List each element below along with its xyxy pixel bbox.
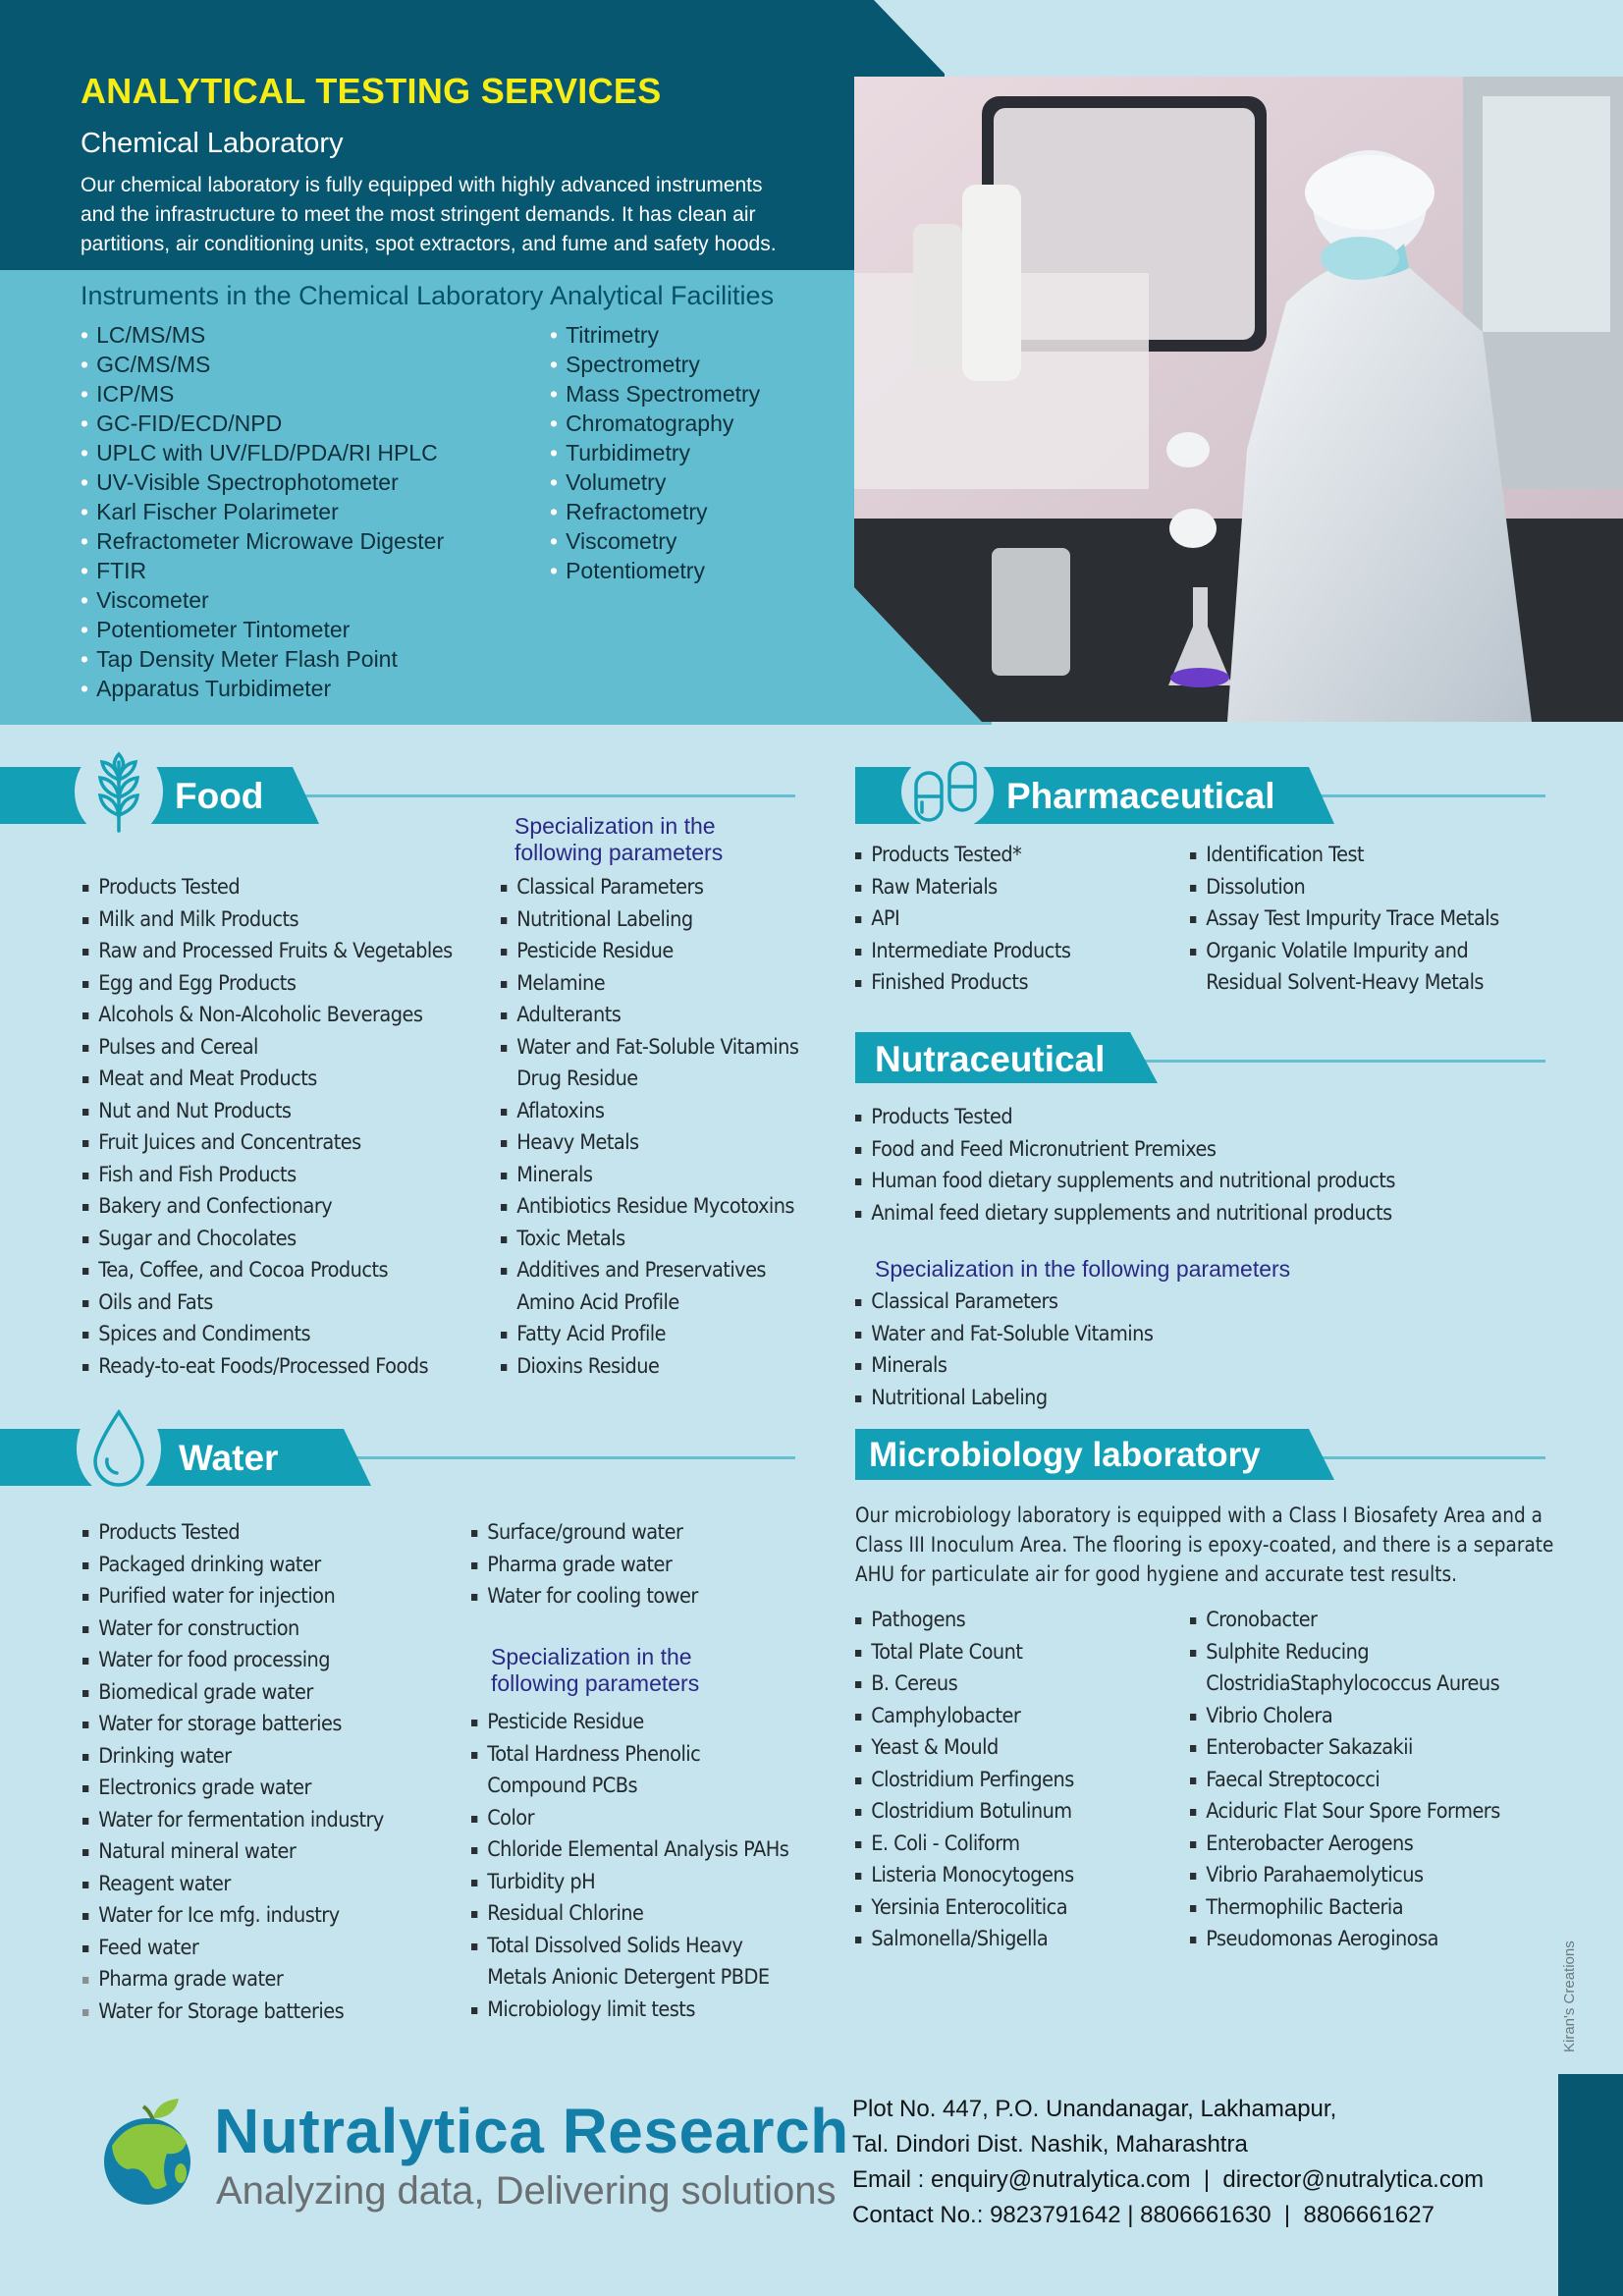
- water-parameters-list: [471, 1707, 788, 2026]
- list-item: Pharma grade water: [471, 1550, 698, 1582]
- address-line-2: Tal. Dindori Dist. Nashik, Maharashtra: [852, 2131, 1248, 2158]
- list-item: • LC/MS/MS: [81, 320, 444, 350]
- list-item: • Turbidimetry: [550, 438, 760, 467]
- food-products-list: [82, 872, 453, 1383]
- list-item: Assay Test Impurity Trace Metals: [1190, 903, 1499, 936]
- list-item: Water for cooling tower: [471, 1581, 698, 1613]
- list-item: Organic Volatile Impurity and: [1190, 936, 1499, 968]
- list-item: Feed water: [82, 1933, 384, 1965]
- micro-col2-list: [1190, 1605, 1500, 1956]
- list-item: Products Tested: [82, 1517, 384, 1550]
- page-title: ANALYTICAL TESTING SERVICES: [81, 71, 662, 111]
- list-item: • ICP/MS: [81, 379, 444, 409]
- list-item: Identification Test: [1190, 840, 1499, 872]
- list-item: • Viscometry: [550, 526, 760, 556]
- list-item: Pulses and Cereal: [82, 1032, 453, 1065]
- list-item: • Chromatography: [550, 409, 760, 438]
- list-item: • Viscometer: [81, 585, 444, 615]
- contact-line: Contact No.: 9823791642 | 8806661630 | 8806661627: [852, 2202, 1434, 2228]
- designer-credit: Kiran's Creations: [1561, 1941, 1578, 2052]
- list-item: Yeast & Mould: [855, 1732, 1074, 1765]
- wheat-icon: [75, 744, 163, 839]
- list-item: Drinking water: [82, 1741, 384, 1774]
- list-item: B. Cereus: [855, 1668, 1074, 1701]
- nutra-products-list: [855, 1102, 1395, 1230]
- list-item: • Tap Density Meter Flash Point: [81, 644, 444, 674]
- list-item: Pesticide Residue: [471, 1707, 788, 1739]
- list-item: Drug Residue: [516, 1066, 638, 1091]
- list-item: Compound PCBs: [487, 1774, 638, 1798]
- list-item: Raw and Processed Fruits & Vegetables: [82, 936, 453, 968]
- list-item: • UPLC with UV/FLD/PDA/RI HPLC: [81, 438, 444, 467]
- water-drop-icon: [77, 1400, 161, 1497]
- list-item: Fruit Juices and Concentrates: [82, 1127, 453, 1160]
- list-item: Classical Parameters: [855, 1286, 1153, 1319]
- list-item: • Apparatus Turbidimeter: [81, 674, 444, 703]
- instruments-heading: Instruments in the Chemical Laboratory: [81, 281, 544, 310]
- capsule-icon: [901, 752, 994, 831]
- list-item: API: [855, 903, 1070, 936]
- water-products-list: [82, 1517, 384, 2028]
- list-item: Residual Chlorine: [471, 1898, 788, 1931]
- food-spec-heading: Specialization in the following parameters: [514, 813, 724, 865]
- list-item: Dioxins Residue: [501, 1351, 798, 1384]
- list-item: • Karl Fischer Polarimeter: [81, 497, 444, 526]
- list-item: E. Coli - Coliform: [855, 1829, 1074, 1861]
- list-item: Camphylobacter: [855, 1701, 1074, 1733]
- list-item: Cronobacter: [1190, 1605, 1500, 1637]
- list-item: Products Tested: [82, 872, 453, 904]
- list-item: • FTIR: [81, 556, 444, 585]
- list-item: • Volumetry: [550, 467, 760, 497]
- list-item: Biomedical grade water: [82, 1677, 384, 1710]
- list-item: Intermediate Products: [855, 936, 1070, 968]
- list-item: Heavy Metals: [501, 1127, 798, 1160]
- micro-col1-list: [855, 1605, 1074, 1956]
- list-item: Water for food processing: [82, 1645, 384, 1677]
- list-item: Total Hardness Phenolic: [471, 1739, 788, 1772]
- water-spec-heading: Specialization in the following parameters: [491, 1644, 700, 1696]
- list-item: Nutritional Labeling: [855, 1383, 1153, 1415]
- list-item: Nut and Nut Products: [82, 1096, 453, 1128]
- list-item: Water for construction: [82, 1613, 384, 1646]
- list-item: Dissolution: [1190, 872, 1499, 904]
- list-item: Total Plate Count: [855, 1637, 1074, 1669]
- list-item: Thermophilic Bacteria: [1190, 1892, 1500, 1925]
- footer-stripe: [1558, 2074, 1623, 2296]
- list-item: Fatty Acid Profile: [501, 1319, 798, 1351]
- list-item: Melamine: [501, 968, 798, 1001]
- list-item: • GC/MS/MS: [81, 350, 444, 379]
- list-item: Water for Storage batteries: [82, 1996, 384, 2029]
- list-item: Chloride Elemental Analysis PAHs: [471, 1834, 788, 1867]
- list-item: Ready-to-eat Foods/Processed Foods: [82, 1351, 453, 1384]
- list-item: Minerals: [855, 1350, 1153, 1383]
- list-item: Aflatoxins: [501, 1096, 798, 1128]
- nutra-spec-heading: Specialization in the following parameters: [875, 1256, 1291, 1282]
- list-item: Listeria Monocytogens: [855, 1860, 1074, 1892]
- list-item: Purified water for injection: [82, 1581, 384, 1613]
- list-item: Minerals: [501, 1160, 798, 1192]
- list-item: Water for Ice mfg. industry: [82, 1900, 384, 1933]
- address-line-1: Plot No. 447, P.O. Unandanagar, Lakhamapur,: [852, 2096, 1337, 2122]
- list-item: Raw Materials: [855, 872, 1070, 904]
- facilities-list: [550, 320, 760, 585]
- list-item: Additives and Preservatives: [501, 1255, 798, 1287]
- list-item: Finished Products: [855, 967, 1070, 1000]
- facilities-heading: Analytical Facilities: [550, 281, 775, 310]
- list-item: Pharma grade water: [82, 1964, 384, 1996]
- list-item: Electronics grade water: [82, 1773, 384, 1805]
- list-item: Nutritional Labeling: [501, 904, 798, 937]
- list-item: • Titrimetry: [550, 320, 760, 350]
- list-item: Yersinia Enterocolitica: [855, 1892, 1074, 1925]
- food-parameters-list: [501, 872, 798, 1383]
- lab-photo: [854, 77, 1623, 722]
- water-title: Water: [179, 1438, 279, 1478]
- list-item: Tea, Coffee, and Cocoa Products: [82, 1255, 453, 1287]
- list-item: • Mass Spectrometry: [550, 379, 760, 409]
- list-item: • Spectrometry: [550, 350, 760, 379]
- micro-section-bar: [855, 1429, 1545, 1486]
- instruments-list: [81, 320, 444, 703]
- list-item: Pesticide Residue: [501, 936, 798, 968]
- list-item: Surface/ground water: [471, 1517, 698, 1550]
- list-item: Clostridium Botulinum: [855, 1796, 1074, 1829]
- list-item: Sugar and Chocolates: [82, 1224, 453, 1256]
- list-item: Human food dietary supplements and nutritional products: [855, 1166, 1395, 1198]
- water-extra-list: [471, 1517, 698, 1613]
- list-item: Spices and Condiments: [82, 1319, 453, 1351]
- globe-apple-icon: [98, 2097, 206, 2207]
- list-item: Enterobacter Aerogens: [1190, 1829, 1500, 1861]
- list-item: • Refractometry: [550, 497, 760, 526]
- list-item: • Refractometer Microwave Digester: [81, 526, 444, 556]
- list-item: Animal feed dietary supplements and nutritional products: [855, 1198, 1395, 1230]
- list-item: Pseudomonas Aeroginosa: [1190, 1924, 1500, 1956]
- list-item: Products Tested: [855, 1102, 1395, 1134]
- list-item: Antibiotics Residue Mycotoxins: [501, 1191, 798, 1224]
- list-item: Meat and Meat Products: [82, 1064, 453, 1096]
- list-item: Bakery and Confectionary: [82, 1191, 453, 1224]
- list-item: Adulterants: [501, 1000, 798, 1032]
- section-subtitle: Chemical Laboratory: [81, 128, 344, 159]
- pharma-products-list: [855, 840, 1070, 1000]
- list-item: Food and Feed Micronutrient Premixes: [855, 1134, 1395, 1167]
- list-item: Water for fermentation industry: [82, 1805, 384, 1837]
- list-item: Aciduric Flat Sour Spore Formers: [1190, 1796, 1500, 1829]
- list-item: Oils and Fats: [82, 1287, 453, 1320]
- list-item: Water and Fat-Soluble Vitamins: [855, 1319, 1153, 1351]
- list-item: Classical Parameters: [501, 872, 798, 904]
- email-line: Email : enquiry@nutralytica.com | director@nutralytica.com: [852, 2166, 1485, 2193]
- list-item: Clostridium Perfingens: [855, 1765, 1074, 1797]
- list-item: Packaged drinking water: [82, 1550, 384, 1582]
- list-item: Salmonella/Shigella: [855, 1924, 1074, 1956]
- micro-title: Microbiology laboratory: [869, 1436, 1261, 1474]
- list-item: • UV-Visible Spectrophotometer: [81, 467, 444, 497]
- list-item: Faecal Streptococci: [1190, 1765, 1500, 1797]
- list-item: Amino Acid Profile: [516, 1289, 679, 1315]
- micro-intro: Our microbiology laboratory is equipped with a Class I Biosafety Area and a Class III Inoculum Area. The flooring is epoxy-coated, and there is a separate AHU for particulate air for good hygiene and accurate test results.: [855, 1503, 1554, 1587]
- food-title: Food: [175, 776, 264, 816]
- list-item: Alcohols & Non-Alcoholic Beverages: [82, 1000, 453, 1032]
- contact-block: [852, 2092, 1484, 2233]
- list-item: Vibrio Cholera: [1190, 1701, 1500, 1733]
- brand-tagline: Analyzing data, Delivering solutions: [216, 2169, 837, 2213]
- list-item: • GC-FID/ECD/NPD: [81, 409, 444, 438]
- list-item: Turbidity pH: [471, 1867, 788, 1899]
- list-item: Vibrio Parahaemolyticus: [1190, 1860, 1500, 1892]
- nutra-title: Nutraceutical: [875, 1039, 1106, 1079]
- pharma-tests-list: [1190, 840, 1499, 1000]
- list-item: Natural mineral water: [82, 1836, 384, 1869]
- nutra-parameters-list: [855, 1286, 1153, 1414]
- chemical-lab-intro: Our chemical laboratory is fully equipped with highly advanced instruments and the infrastructure to meet the most stringent demands. It has clean air partitions, air conditioning units, spot extractors, and fume and safety hoods.: [81, 174, 777, 255]
- list-item: • Potentiometer Tintometer: [81, 615, 444, 644]
- list-item: Metals Anionic Detergent PBDE: [487, 1965, 770, 1990]
- list-item: Sulphite Reducing: [1190, 1637, 1500, 1669]
- list-item: Milk and Milk Products: [82, 904, 453, 937]
- list-item: Pathogens: [855, 1605, 1074, 1637]
- list-item: Water for storage batteries: [82, 1709, 384, 1741]
- list-item: Water and Fat-Soluble Vitamins: [501, 1032, 798, 1065]
- list-item: Fish and Fish Products: [82, 1160, 453, 1192]
- pharma-title: Pharmaceutical: [1006, 776, 1275, 816]
- list-item: ClostridiaStaphylococcus Aureus: [1206, 1671, 1500, 1696]
- list-item: Residual Solvent-Heavy Metals: [1206, 970, 1484, 995]
- list-item: • Potentiometry: [550, 556, 760, 585]
- list-item: Enterobacter Sakazakii: [1190, 1732, 1500, 1765]
- list-item: Egg and Egg Products: [82, 968, 453, 1001]
- list-item: Total Dissolved Solids Heavy: [471, 1931, 788, 1963]
- brand-name: Nutralytica Research: [214, 2096, 849, 2166]
- list-item: Toxic Metals: [501, 1224, 798, 1256]
- list-item: Reagent water: [82, 1869, 384, 1901]
- list-item: Microbiology limit tests: [471, 1995, 788, 2027]
- nutra-section-bar: [855, 1032, 1545, 1089]
- list-item: Products Tested*: [855, 840, 1070, 872]
- list-item: Color: [471, 1803, 788, 1835]
